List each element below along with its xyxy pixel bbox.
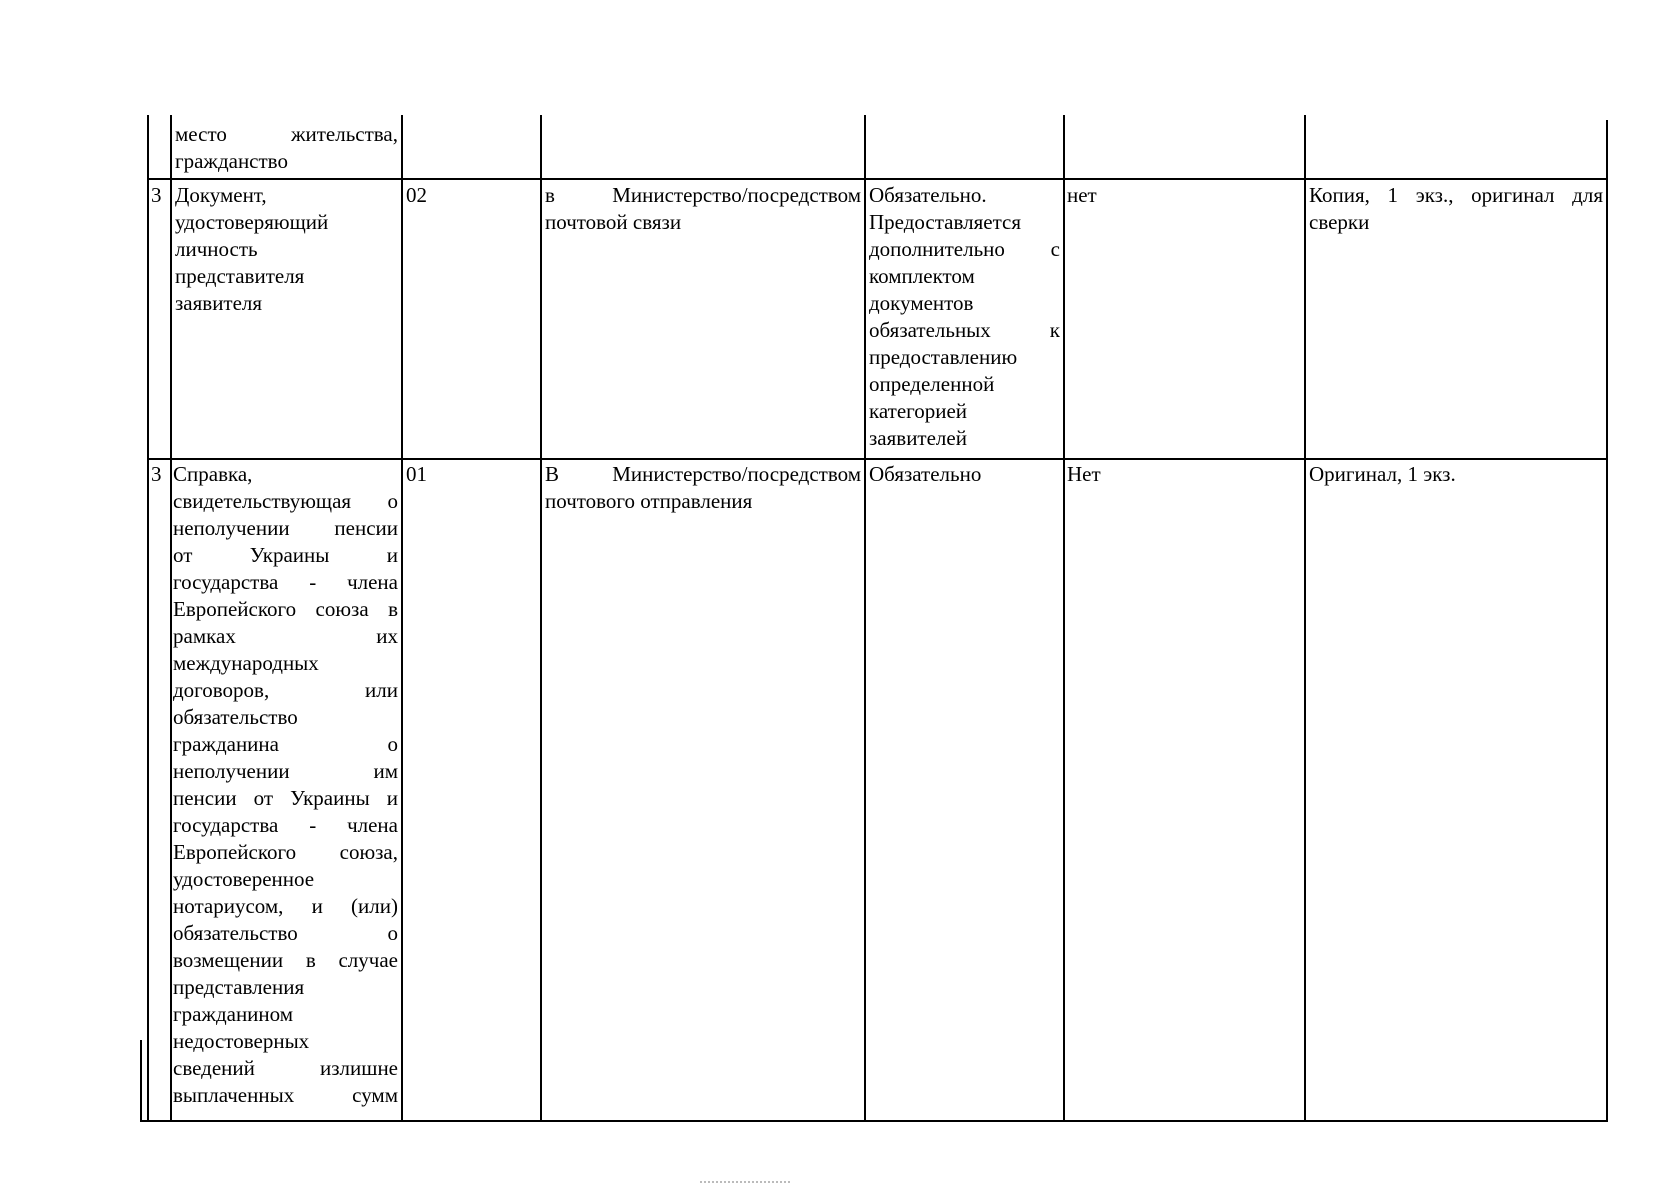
doc-name-line: государства - члена	[173, 570, 398, 594]
required-line: дополнительно с	[869, 237, 1060, 261]
doc-name-line: международных	[173, 651, 319, 675]
doc-name-line: представителя	[175, 264, 305, 288]
required-line: предоставлению	[869, 345, 1018, 369]
where-line: почтовой связи	[545, 210, 682, 234]
scan-artifact	[700, 1181, 790, 1186]
form-line: Копия, 1 экз., оригинал для	[1309, 183, 1603, 207]
doc-name-line: нотариусом, и (или)	[173, 894, 398, 918]
where-line: В Министерство/посредством	[545, 462, 861, 486]
doc-name-line: пенсии от Украины и	[173, 786, 398, 810]
doc-name-line: обязательство о	[173, 921, 398, 945]
required-line: заявителей	[869, 426, 967, 450]
doc-name-line: Европейского союза в	[173, 597, 398, 621]
doc-name-line: возмещении в случае	[173, 948, 398, 972]
doc-name-line: выплаченных сумм	[173, 1083, 398, 1107]
where-line: в Министерство/посредством	[545, 183, 861, 207]
required-line: Обязательно.	[869, 183, 987, 207]
doc-name-line: место жительства,	[175, 122, 398, 146]
doc-name-cell	[173, 461, 398, 1109]
doc-name-line: свидетельствующая о	[173, 489, 398, 513]
doc-name-line: удостоверенное	[173, 867, 315, 891]
original-cell: Нет	[1067, 462, 1101, 486]
required-line: категорией	[869, 399, 968, 423]
required-line: документов	[869, 291, 974, 315]
doc-name-line: гражданство	[175, 149, 288, 173]
required-cell: Обязательно	[869, 462, 982, 486]
doc-name-line: удостоверяющий	[175, 210, 329, 234]
required-line: Предоставляется	[869, 210, 1022, 234]
form-line: сверки	[1309, 210, 1370, 234]
doc-name-line: рамках их	[173, 624, 398, 648]
doc-name-line: неполучении пенсии	[173, 516, 398, 540]
doc-name-line: неполучении им	[173, 759, 398, 783]
where-cell	[545, 182, 861, 236]
doc-name-line: Справка,	[173, 462, 253, 486]
doc-name-line: договоров, или	[173, 678, 398, 702]
doc-name-line: сведений излишне	[173, 1056, 398, 1080]
doc-name-line: гражданином	[173, 1002, 294, 1026]
doc-name-line: обязательство	[173, 705, 298, 729]
required-line: комплектом	[869, 264, 975, 288]
form-cell	[1309, 182, 1603, 236]
where-line: почтового отправления	[545, 489, 753, 513]
original-cell: нет	[1067, 183, 1097, 207]
doc-name-line: личность	[175, 237, 258, 261]
doc-name-line: заявителя	[175, 291, 263, 315]
form-cell: Оригинал, 1 экз.	[1309, 462, 1456, 486]
doc-name-line: Документ,	[175, 183, 267, 207]
code-cell: 02	[406, 183, 427, 207]
required-line: обязательных к	[869, 318, 1060, 342]
doc-name-cell	[175, 121, 398, 175]
required-line: определенной	[869, 372, 995, 396]
doc-name-cell	[175, 182, 398, 317]
row-number: 3	[151, 183, 162, 207]
row-number: 3	[151, 462, 162, 486]
doc-name-line: государства - члена	[173, 813, 398, 837]
code-cell: 01	[406, 462, 427, 486]
doc-name-line: представления	[173, 975, 305, 999]
where-cell	[545, 461, 861, 515]
doc-name-line: недостоверных	[173, 1029, 310, 1053]
doc-name-line: от Украины и	[173, 543, 398, 567]
doc-name-line: гражданина о	[173, 732, 398, 756]
required-cell	[869, 182, 1060, 452]
doc-name-line: Европейского союза,	[173, 840, 398, 864]
